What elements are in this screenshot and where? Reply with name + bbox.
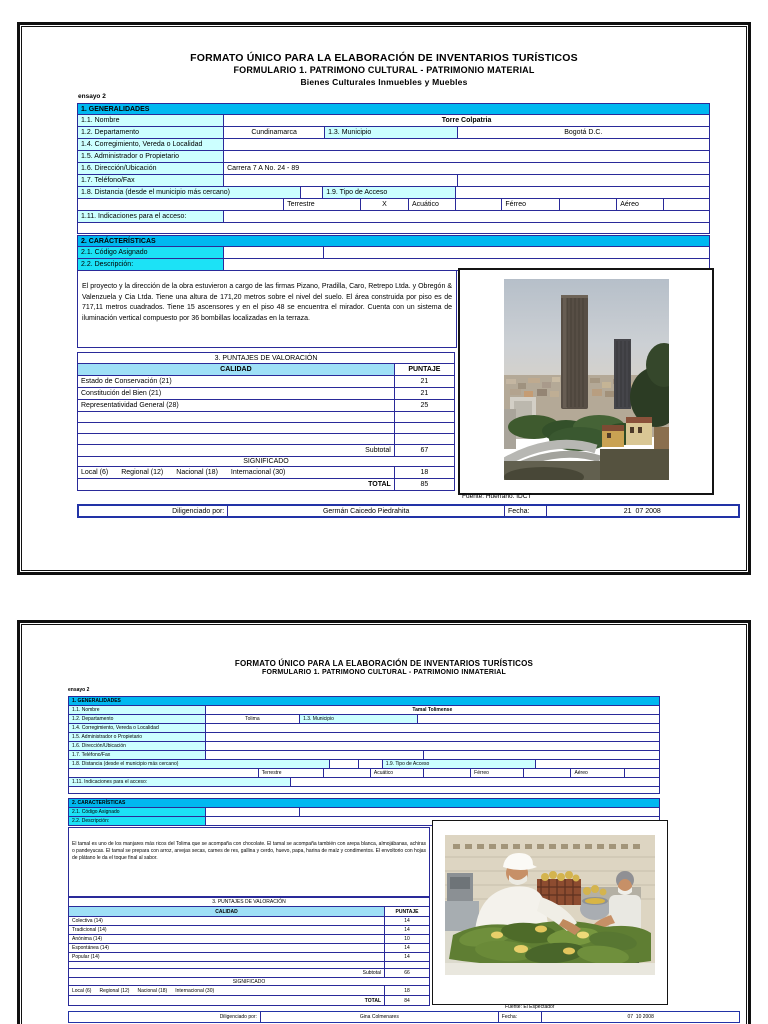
puntajes-row [69, 925, 429, 934]
page-subtitle: FORMULARIO 1. PATRIMONO CULTURAL - PATRIMONIO MATERIAL [233, 65, 535, 75]
puntajes-header: 3. PUNTAJES DE VALORACIÓN [212, 899, 286, 905]
distancia-label: 1.8. Distancia (desde el municipio más cercano) [78, 187, 300, 198]
row-indicaciones [78, 210, 709, 222]
draft-note: ensayo 2 [68, 687, 90, 693]
significado-header-row [78, 456, 454, 466]
criterio-label: Popular (14) [72, 954, 100, 960]
ferreo-mark [523, 769, 570, 777]
row-empty [69, 786, 659, 793]
empty-cell [78, 223, 709, 233]
significado-option: Regional (12) [99, 987, 130, 994]
empty-cell [457, 175, 709, 186]
row-administrador [78, 150, 709, 162]
form-page-patrimonio-inmaterial [17, 620, 751, 1024]
departamento-label: 1.2. Departamento [69, 715, 205, 723]
total-value: 84 [384, 996, 429, 1005]
puntajes-header-row [69, 898, 429, 906]
acuatico-label: Acuático [408, 199, 455, 210]
municipio-value [417, 715, 659, 723]
section-2-header-row [69, 799, 659, 807]
puntajes-column-headers [78, 363, 454, 375]
empty-cell [423, 751, 659, 759]
corregimiento-label: 1.4. Corregimiento, Vereda o Localidad [78, 139, 223, 150]
departamento-value: Cundinamarca [223, 127, 324, 138]
criterio-valor: 25 [394, 400, 454, 411]
puntajes-row [78, 411, 454, 422]
calidad-header: CALIDAD [78, 364, 394, 375]
criterio-label: Tradicional (14) [72, 927, 107, 933]
empty-cell [69, 769, 258, 777]
generalidades-table [77, 103, 710, 234]
significado-row [78, 466, 454, 478]
descripcion-label: 2.2. Descripción: [69, 817, 205, 825]
ferreo-label: Férreo [470, 769, 523, 777]
page-title: FORMATO ÚNICO PARA LA ELABORACIÓN DE INVENTARIOS TURÍSTICOS [190, 52, 578, 64]
photo-source-caption: Fuente: Huerfano. IDCT [462, 493, 532, 500]
puntajes-row [69, 943, 429, 952]
subtotal-label: Subtotal [365, 447, 391, 454]
puntajes-column-headers [69, 906, 429, 916]
direccion-value: Carrera 7 A No. 24 - 89 [223, 163, 709, 174]
tamal-preparation-photo [445, 835, 655, 975]
indicaciones-value [290, 778, 659, 786]
puntajes-row [78, 387, 454, 399]
subtotal-value: 67 [394, 445, 454, 456]
row-distancia [69, 759, 659, 768]
row-codigo [69, 807, 659, 816]
direccion-label: 1.6. Dirección/Ubicación [69, 742, 205, 750]
puntajes-row [69, 952, 429, 961]
row-codigo [78, 246, 709, 258]
photo-frame [432, 820, 668, 1005]
total-row [78, 478, 454, 490]
significado-value: 18 [394, 467, 454, 478]
significado-header: SIGNIFICADO [243, 458, 289, 465]
row-departamento [78, 126, 709, 138]
nombre-value: Tamal Tolimense [205, 706, 659, 714]
fecha-value: 07 10 2008 [541, 1012, 739, 1022]
row-corregimiento [69, 723, 659, 732]
descripcion-box [77, 270, 457, 348]
significado-option: Nacional (18) [137, 987, 168, 994]
criterio-label: Estado de Conservación (21) [81, 378, 172, 385]
puntaje-header: PUNTAJE [384, 907, 429, 916]
footer-row [77, 504, 740, 518]
photo-source-caption: Fuente: El Espectador [505, 1004, 555, 1010]
distancia-value [329, 760, 359, 768]
significado-option: Local (6) [81, 469, 109, 476]
puntajes-row [78, 399, 454, 411]
subtotal-label: Subtotal [362, 970, 381, 976]
administrador-value [223, 151, 709, 162]
puntajes-header-row [78, 353, 454, 363]
nombre-label: 1.1. Nombre [69, 706, 205, 714]
criterio-valor: 14 [384, 926, 429, 934]
descripcion-box [68, 827, 430, 897]
section-1-header-row [69, 697, 659, 705]
telefono-label: 1.7. Teléfono/Fax [69, 751, 205, 759]
puntajes-row [78, 422, 454, 433]
acuatico-label: Acuático [370, 769, 423, 777]
codigo-label: 2.1. Código Asignado [69, 808, 205, 816]
municipio-label: 1.3. Municipio [299, 715, 417, 723]
criterio-valor: 10 [384, 935, 429, 943]
municipio-label: 1.3. Municipio [324, 127, 457, 138]
direccion-value [205, 742, 659, 750]
page-title: FORMATO ÚNICO PARA LA ELABORACIÓN DE INVENTARIOS TURÍSTICOS [234, 659, 534, 668]
significado-option: Internacional (30) [230, 469, 286, 476]
descripcion-label: 2.2. Descripción: [78, 259, 223, 270]
criterio-valor: 14 [384, 953, 429, 961]
row-nombre [78, 114, 709, 126]
diligenciado-value: Gina Colmenares [260, 1012, 498, 1022]
total-value: 85 [394, 479, 454, 490]
terrestre-mark [323, 769, 370, 777]
row-indicaciones [69, 777, 659, 786]
row-telefono [69, 750, 659, 759]
section-2-header: 2. CARÁCTERÍSTICAS [81, 237, 156, 245]
distancia-value [300, 187, 322, 198]
telefono-value [223, 175, 456, 186]
indicaciones-label: 1.11. Indicaciones para el acceso: [69, 778, 290, 786]
telefono-value [205, 751, 423, 759]
administrador-value [205, 733, 659, 741]
administrador-label: 1.5. Administrador o Propietario [78, 151, 223, 162]
direccion-label: 1.6. Dirección/Ubicación [78, 163, 223, 174]
row-departamento [69, 714, 659, 723]
total-row [69, 995, 429, 1005]
empty-cell [535, 760, 659, 768]
corregimiento-value [223, 139, 709, 150]
torre-colpatria-photo [504, 279, 669, 480]
total-label: TOTAL [368, 481, 391, 488]
criterio-valor: 21 [394, 388, 454, 399]
page-subtitle-2: Bienes Culturales Inmuebles y Muebles [300, 77, 468, 87]
aereo-mark [663, 199, 709, 210]
criterio-valor [394, 434, 454, 444]
criterio-label: Espontánea (14) [72, 945, 109, 951]
criterio-label [78, 423, 394, 433]
generalidades-table [68, 696, 660, 794]
calidad-header: CALIDAD [69, 907, 384, 916]
aereo-label: Aéreo [616, 199, 663, 210]
corregimiento-value [205, 724, 659, 732]
puntajes-row [78, 375, 454, 387]
diligenciado-label: Diligenciado por: [219, 1014, 257, 1020]
section-1-header: 1. GENERALIDADES [81, 105, 150, 113]
criterio-label [78, 434, 394, 444]
significado-row [69, 985, 429, 995]
form-page-patrimonio-material [17, 22, 751, 575]
significado-header-row [69, 977, 429, 985]
criterio-label: Anónima (14) [72, 936, 103, 942]
significado-option: Nacional (18) [176, 469, 218, 476]
tipo-acceso-label: 1.9. Tipo de Acceso [322, 187, 455, 198]
departamento-label: 1.2. Departamento [78, 127, 223, 138]
row-acceso-opciones [69, 768, 659, 777]
row-direccion [78, 162, 709, 174]
criterio-valor: 14 [384, 944, 429, 952]
codigo-label: 2.1. Código Asignado [78, 247, 223, 258]
terrestre-label: Terrestre [258, 769, 323, 777]
criterio-valor [394, 412, 454, 422]
footer-row [68, 1011, 740, 1023]
nombre-value: Torre Colpatria [223, 115, 709, 126]
caracteristicas-table [77, 235, 710, 271]
row-telefono [78, 174, 709, 186]
indicaciones-value [223, 211, 709, 222]
fecha-label: Fecha: [504, 506, 546, 516]
nombre-label: 1.1. Nombre [78, 115, 223, 126]
row-direccion [69, 741, 659, 750]
subtotal-row [78, 444, 454, 456]
acuatico-mark [423, 769, 470, 777]
section-1-header-row [78, 104, 709, 114]
criterio-valor [394, 423, 454, 433]
row-corregimiento [78, 138, 709, 150]
terrestre-label: Terrestre [283, 199, 360, 210]
criterio-label: Representatividad General (28) [81, 402, 179, 409]
puntajes-table [77, 352, 455, 491]
significado-options [78, 467, 394, 478]
row-distancia [78, 186, 709, 198]
diligenciado-value: Germán Caicedo Piedrahita [227, 506, 504, 516]
section-2-header: 2. CARACTERÍSTICAS [72, 800, 126, 806]
administrador-label: 1.5. Administrador o Propietario [69, 733, 205, 741]
empty-cell [299, 808, 659, 816]
total-label: TOTAL [364, 997, 381, 1004]
criterio-label: Colectiva (14) [72, 918, 103, 924]
criterio-valor: 14 [384, 917, 429, 925]
section-1-header: 1. GENERALIDADES [72, 698, 121, 704]
subtotal-value: 66 [384, 969, 429, 977]
significado-header: SIGNIFICADO [232, 978, 266, 985]
page-subtitle: FORMULARIO 1. PATRIMONO CULTURAL - PATRIMONIO INMATERIAL [262, 669, 506, 676]
row-acceso-opciones [78, 198, 709, 210]
criterio-label [78, 412, 394, 422]
significado-option: Internacional (30) [175, 987, 215, 994]
puntajes-row [69, 916, 429, 925]
fecha-value: 21 07 2008 [546, 506, 738, 516]
empty-cell [358, 760, 382, 768]
distancia-label: 1.8. Distancia (desde el municipio más cercano) [69, 760, 329, 768]
ferreo-mark [559, 199, 616, 210]
indicaciones-label: 1.11. Indicaciones para el acceso: [78, 211, 223, 222]
row-empty [78, 222, 709, 233]
row-nombre [69, 705, 659, 714]
fecha-label: Fecha: [498, 1012, 542, 1022]
empty-cell [323, 247, 709, 258]
significado-option: Regional (12) [121, 469, 164, 476]
significado-option: Local (6) [72, 987, 92, 994]
section-2-header-row [78, 236, 709, 246]
tipo-acceso-label: 1.9. Tipo de Acceso [382, 760, 535, 768]
ferreo-label: Férreo [501, 199, 559, 210]
departamento-value: Tolima [205, 715, 299, 723]
puntajes-header: 3. PUNTAJES DE VALORACIÓN [214, 354, 318, 362]
empty-cell [78, 199, 283, 210]
descripcion-text: El proyecto y la dirección de la obra estuvieron a cargo de las firmas Pizano, Pradilla, Caro, Retrepo Ltda. y Obregón & Valenzuela y Cia Ltda. Tiene una altura de 171,20 metros sobre el nivel del suelo. El área construida por piso es de 717,11 metros cuadrados. Tiene 15 ascensores y en el piso 48 se encuentra el mirador. Cuenta con un sistema de iluminación vertical compuesto por 36 bombillas localizadas en la terraza. [82, 283, 452, 322]
puntaje-header: PUNTAJE [394, 364, 454, 375]
criterio-label: Constitución del Bien (21) [81, 390, 162, 397]
puntajes-row [78, 433, 454, 444]
photo-frame [458, 268, 714, 495]
puntajes-row [69, 934, 429, 943]
significado-value: 18 [384, 986, 429, 995]
terrestre-mark: X [360, 199, 408, 210]
acuatico-mark [455, 199, 502, 210]
subtotal-row [69, 968, 429, 977]
significado-options [69, 986, 384, 995]
criterio-valor: 21 [394, 376, 454, 387]
empty-cell [69, 787, 659, 793]
puntajes-table [68, 897, 430, 1006]
criterio-valor [384, 962, 429, 968]
municipio-value: Bogotá D.C. [457, 127, 709, 138]
puntajes-row [69, 961, 429, 968]
diligenciado-label: Diligenciado por: [172, 507, 225, 515]
telefono-label: 1.7. Teléfono/Fax [78, 175, 223, 186]
codigo-value [223, 247, 323, 258]
codigo-value [205, 808, 299, 816]
corregimiento-label: 1.4. Corregimiento, Vereda o Localidad [69, 724, 205, 732]
row-administrador [69, 732, 659, 741]
criterio-label [69, 962, 384, 968]
aereo-mark [624, 769, 659, 777]
empty-cell [455, 187, 709, 198]
aereo-label: Aéreo [570, 769, 623, 777]
draft-note: ensayo 2 [78, 93, 106, 100]
descripcion-text: El tamal es uno de los manjares más ricos del Tolima que se acompaña con chocolate. El tamal se acompaña también con arepa blanca, almojábanas, achiras o pandeyucas. El tamal se prepara con arroz, arvejas secas, carnes de res, gallina y cerdo, huevo, papa, harina de maíz y condimentos. El envoltorio con hojas de plátano le da el toque final al sabor. [72, 841, 426, 862]
